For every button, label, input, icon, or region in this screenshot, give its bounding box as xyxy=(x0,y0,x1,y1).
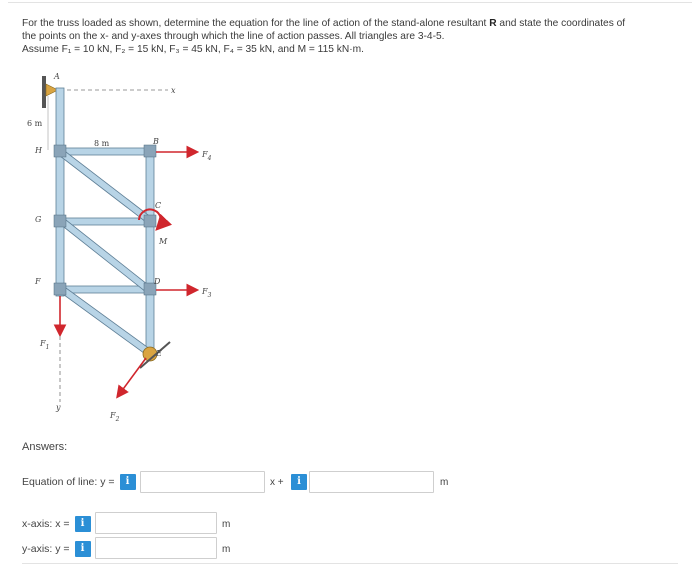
problem-line-3: Assume F₁ = 10 kN, F₂ = 15 kN, F₃ = 45 kN, F₄ = 35 kN, and M = 115 kN·m. xyxy=(22,44,364,55)
label-B: B xyxy=(153,137,159,146)
label-y-axis: y xyxy=(56,403,61,412)
x-axis-label: x-axis: x = xyxy=(22,518,70,530)
resultant-symbol: R xyxy=(489,18,497,29)
dim-6m: 6 m xyxy=(27,119,43,128)
label-F1: $F_1$ xyxy=(40,339,50,351)
problem-statement xyxy=(22,17,682,56)
problem-line-2: the points on the x- and y-axes through which the line of action passes. All triangles are 3-4-5. xyxy=(22,31,445,42)
problem-line-1: For the truss loaded as shown, determine the equation for the line of action of the stand-alone resultant R and state the coordinates of xyxy=(22,18,626,29)
y-axis-label: y-axis: y = xyxy=(22,543,70,555)
answers-heading: Answers: xyxy=(22,441,68,453)
label-x-axis: x xyxy=(171,86,176,95)
label-E: E xyxy=(156,349,162,358)
unit-m-x: m xyxy=(222,519,231,530)
top-divider xyxy=(8,2,692,3)
slope-input[interactable] xyxy=(140,471,265,493)
force-arrow-F2 xyxy=(118,358,146,396)
bottom-divider xyxy=(22,563,678,564)
label-G: G xyxy=(35,215,42,224)
equation-row xyxy=(22,474,136,490)
intercept-input[interactable] xyxy=(309,471,434,493)
label-H: H xyxy=(35,146,42,155)
info-icon[interactable]: i xyxy=(120,474,136,490)
label-F4: $F_4$ xyxy=(202,150,212,162)
info-icon[interactable]: i xyxy=(75,541,91,557)
x-term-label: x + xyxy=(270,477,284,488)
truss-figure xyxy=(18,62,218,442)
label-A: A xyxy=(54,72,60,81)
y-axis-row xyxy=(22,541,91,557)
equation-label: Equation of line: y = xyxy=(22,476,115,488)
unit-m-y: m xyxy=(222,544,231,555)
dim-8m: 8 m xyxy=(94,139,110,148)
x-axis-row xyxy=(22,516,91,532)
x-intercept-input[interactable] xyxy=(95,512,217,534)
label-D: D xyxy=(154,277,161,286)
label-F: F xyxy=(35,277,41,286)
unit-m-equation: m xyxy=(440,477,449,488)
label-M: M xyxy=(159,237,168,246)
info-icon[interactable]: i xyxy=(75,516,91,532)
y-intercept-input[interactable] xyxy=(95,537,217,559)
label-F2: $F_2$ xyxy=(110,411,120,423)
truss-members xyxy=(56,88,154,356)
label-C: C xyxy=(155,201,162,210)
info-icon[interactable]: i xyxy=(291,474,307,490)
label-F3: $F_3$ xyxy=(202,287,212,299)
